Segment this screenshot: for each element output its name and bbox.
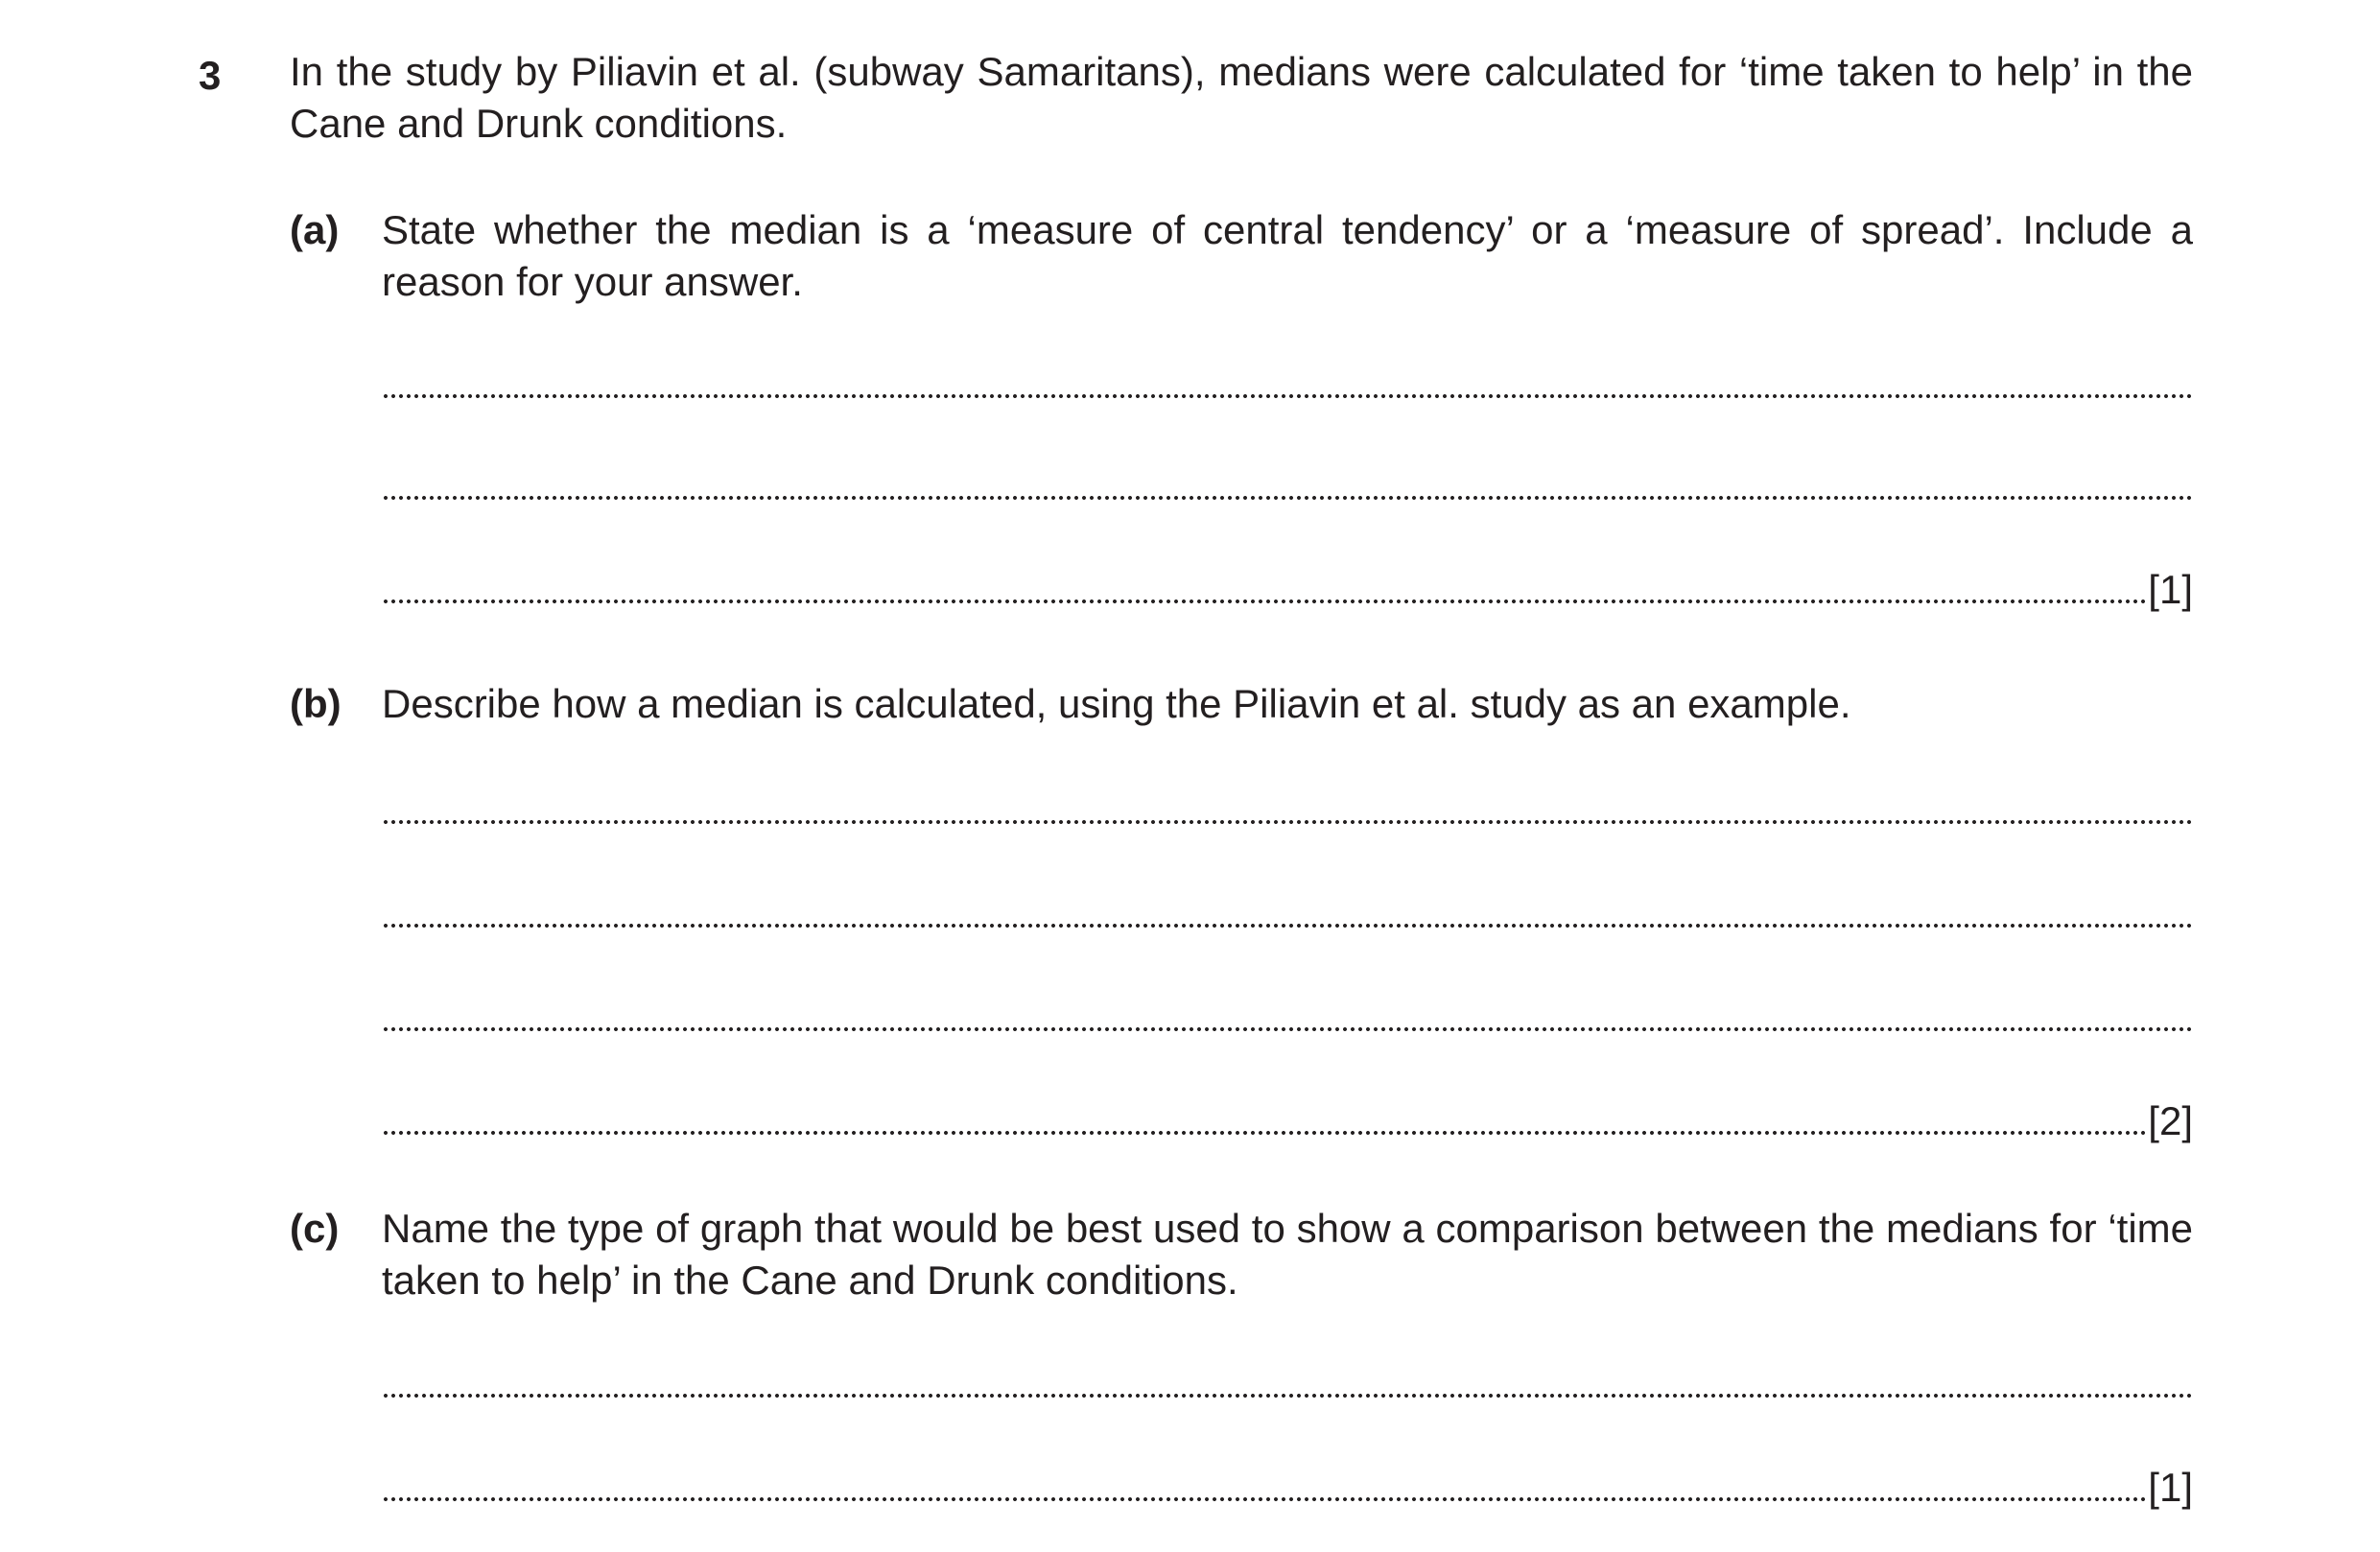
answer-line-c1[interactable]	[382, 1362, 2193, 1406]
answer-line-c2[interactable]	[382, 1466, 2193, 1510]
answer-line-b4[interactable]	[382, 1099, 2193, 1143]
answer-line-a2[interactable]	[382, 464, 2193, 508]
part-b-text: Describe how a median is calculated, using the Piliavin et al. study as an example.	[382, 681, 1851, 726]
marks-c: [1]	[2148, 1465, 2193, 1510]
answer-line-b3[interactable]	[382, 996, 2193, 1040]
part-a-text: State whether the median is a ‘measure of central tendency’ or a ‘measure of spread’. Include a reason for your answer.	[382, 207, 2193, 304]
marks-a: [1]	[2148, 567, 2193, 612]
dotted-rule	[382, 599, 2146, 604]
question-number: 3	[199, 53, 222, 98]
dotted-rule	[382, 1026, 2193, 1032]
dotted-rule	[382, 1130, 2146, 1136]
dotted-rule	[382, 1393, 2193, 1399]
dotted-rule	[382, 495, 2193, 501]
answer-line-a3[interactable]	[382, 568, 2193, 612]
part-c-text: Name the type of graph that would be best used to show a comparison between the medians for ‘time taken to help’ in the Cane and Drunk conditions.	[382, 1206, 2193, 1303]
dotted-rule	[382, 923, 2193, 929]
part-b-label: (b)	[290, 681, 342, 726]
dotted-rule	[382, 1496, 2146, 1502]
part-c-label: (c)	[290, 1206, 340, 1251]
question-stem: In the study by Piliavin et al. (subway Samaritans), medians were calculated for ‘time taken to help’ in the Cane and Drunk conditions.	[290, 49, 2193, 146]
answer-line-a1[interactable]	[382, 363, 2193, 407]
answer-line-b1[interactable]	[382, 788, 2193, 833]
marks-b: [2]	[2148, 1098, 2193, 1143]
dotted-rule	[382, 393, 2193, 399]
part-a-label: (a)	[290, 207, 340, 252]
dotted-rule	[382, 819, 2193, 825]
answer-line-b2[interactable]	[382, 892, 2193, 936]
